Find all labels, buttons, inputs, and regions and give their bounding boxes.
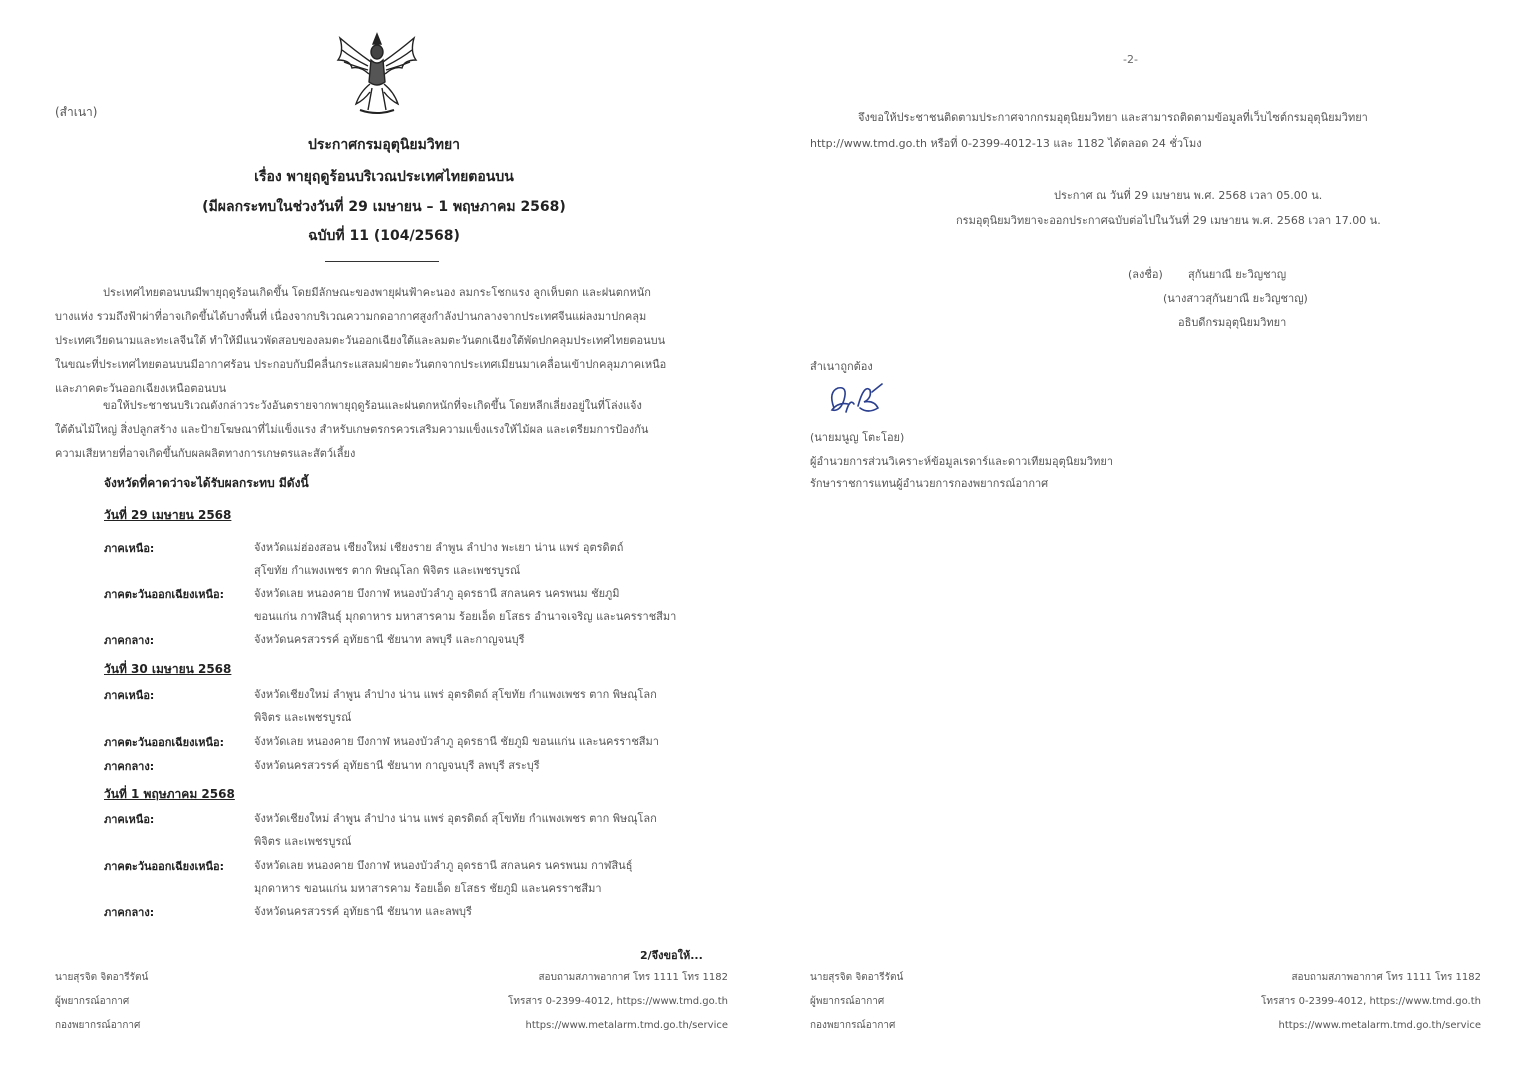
region-label: ภาคเหนือ:: [104, 689, 155, 702]
province-line: จังหวัดเลย หนองคาย บึงกาฬ หนองบัวลำภู อุดรธานี สกลนคร นครพนม ชัยภูมิ: [254, 587, 620, 600]
paragraph-line: ขอให้ประชาชนบริเวณดังกล่าวระวังอันตรายจากพายุฤดูร้อนและฝนตกหนักที่จะเกิดขึ้น โดยหลีกเลี่ยงอยู่ในที่โล่งแจ้ง: [103, 399, 642, 412]
province-line: จังหวัดเชียงใหม่ ลำพูน ลำปาง น่าน แพร่ อุตรดิตถ์ สุโขทัย กำแพงเพชร ตาก พิษณุโลก: [254, 688, 657, 701]
province-line: พิจิตร และเพชรบูรณ์: [254, 835, 352, 848]
region-label: ภาคเหนือ:: [104, 813, 155, 826]
paragraph-line: http://www.tmd.go.th หรือที่ 0-2399-4012-13 และ 1182 ได้ตลอด 24 ชั่วโมง: [810, 137, 1202, 150]
region-provinces: [254, 730, 659, 753]
footer-contact: [508, 966, 728, 1038]
region-provinces: [254, 754, 540, 777]
footer-line: โทรสาร 0-2399-4012, https://www.tmd.go.th: [508, 996, 728, 1007]
announcement-number: ฉบับที่ 11 (104/2568): [308, 228, 460, 244]
region-provinces: [254, 900, 472, 923]
footer-forecaster: [55, 966, 148, 1038]
region-provinces: [254, 536, 623, 582]
footer-forecaster: [810, 966, 903, 1038]
province-line: สุโขทัย กำแพงเพชร ตาก พิษณุโลก พิจิตร และเพชรบูรณ์: [254, 564, 521, 577]
heading-divider: [325, 261, 439, 262]
province-line: มุกดาหาร ขอนแก่น มหาสารคาม ร้อยเอ็ด ยโสธร ชัยภูมิ และนครราชสีมา: [254, 882, 602, 895]
region-label: ภาคกลาง:: [104, 906, 155, 919]
paragraph-line: และภาคตะวันออกเฉียงเหนือตอนบน: [55, 382, 227, 395]
footer-line: สอบถามสภาพอากาศ โทร 1111 โทร 1182: [1291, 972, 1481, 983]
handwritten-signature-icon: [824, 378, 890, 422]
region-provinces: [254, 683, 657, 729]
footer-line: ผู้พยากรณ์อากาศ: [55, 996, 130, 1007]
next-announcement: กรมอุตุนิยมวิทยาจะออกประกาศฉบับต่อไปในวันที่ 29 เมษายน พ.ศ. 2568 เวลา 17.00 น.: [956, 214, 1381, 227]
paragraph-line: ใต้ต้นไม้ใหญ่ สิ่งปลูกสร้าง และป้ายโฆษณาที่ไม่แข็งแรง สำหรับเกษตรกรควรเสริมความแข็งแรงให้ไม้ผล และเตรียมการป้องกัน: [55, 423, 649, 436]
footer-line: กองพยากรณ์อากาศ: [55, 1020, 141, 1031]
region-provinces: [254, 628, 524, 651]
region-label: ภาคตะวันออกเฉียงเหนือ:: [104, 860, 225, 873]
announcement-period: (มีผลกระทบในช่วงวันที่ 29 เมษายน – 1 พฤษภาคม 2568): [202, 199, 566, 215]
province-line: พิจิตร และเพชรบูรณ์: [254, 711, 352, 724]
province-line: จังหวัดเลย หนองคาย บึงกาฬ หนองบัวลำภู อุดรธานี ชัยภูมิ ขอนแก่น และนครราชสีมา: [254, 735, 659, 748]
province-line: จังหวัดนครสวรรค์ อุทัยธานี ชัยนาท ลพบุรี และกาญจนบุรี: [254, 633, 525, 646]
region-label: ภาคตะวันออกเฉียงเหนือ:: [104, 588, 225, 601]
page-2: [768, 0, 1536, 1075]
certifier-acting-position: รักษาราชการแทนผู้อำนวยการกองพยากรณ์อากาศ: [810, 477, 1049, 490]
signer-full-name: (นางสาวสุกันยาณี ยะวิญชาญ): [1163, 292, 1308, 305]
province-line: ขอนแก่น กาฬสินธุ์ มุกดาหาร มหาสารคาม ร้อยเอ็ด ยโสธร อำนาจเจริญ และนครราชสีมา: [254, 610, 677, 623]
date-heading: วันที่ 30 เมษายน 2568: [104, 662, 232, 676]
signed-label: (ลงชื่อ): [1128, 268, 1163, 281]
province-line: จังหวัดนครสวรรค์ อุทัยธานี ชัยนาท และลพบุรี: [254, 905, 472, 918]
footer-line: โทรสาร 0-2399-4012, https://www.tmd.go.th: [1261, 996, 1481, 1007]
region-label: ภาคกลาง:: [104, 634, 155, 647]
paragraph-line: ประเทศเวียดนามและทะเลจีนใต้ ทำให้มีแนวพัดสอบของลมตะวันออกเฉียงใต้และลมตะวันตกเฉียงใต้พัดปกคลุมประเทศไทยตอนบน: [55, 334, 666, 347]
announcement-title: ประกาศกรมอุตุนิยมวิทยา: [307, 137, 461, 153]
signed-name: สุกันยาณี ยะวิญชาญ: [1188, 268, 1287, 281]
paragraph-situation: [55, 281, 705, 401]
garuda-emblem-icon: [332, 30, 422, 118]
copy-mark: (สำเนา): [55, 105, 98, 119]
region-label: ภาคเหนือ:: [104, 542, 155, 555]
announcement-subject: เรื่อง พายุฤดูร้อนบริเวณประเทศไทยตอนบน: [254, 169, 514, 185]
certifier-position: ผู้อำนวยการส่วนวิเคราะห์ข้อมูลเรดาร์และดาวเทียมอุตุนิยมวิทยา: [810, 455, 1114, 468]
page-number: -2-: [1123, 53, 1138, 66]
footer-line: นายสุรจิต จิตอารีรัตน์: [810, 972, 904, 983]
region-provinces: [254, 582, 676, 628]
province-line: จังหวัดแม่ฮ่องสอน เชียงใหม่ เชียงราย ลำพูน ลำปาง พะเยา น่าน แพร่ อุตรดิตถ์: [254, 541, 624, 554]
region-provinces: [254, 854, 632, 900]
paragraph-line: ความเสียหายที่อาจเกิดขึ้นกับผลผลิตทางการเกษตรและสัตว์เลี้ยง: [55, 447, 356, 460]
province-line: จังหวัดเลย หนองคาย บึงกาฬ หนองบัวลำภู อุดรธานี สกลนคร นครพนม กาฬสินธุ์: [254, 859, 633, 872]
continuation-note: 2/จึงขอให้...: [640, 949, 703, 962]
footer-contact: [1261, 966, 1481, 1038]
footer-line: นายสุรจิต จิตอารีรัตน์: [55, 972, 149, 983]
region-provinces: [254, 807, 657, 853]
footer-line: กองพยากรณ์อากาศ: [810, 1020, 896, 1031]
footer-line: ผู้พยากรณ์อากาศ: [810, 996, 885, 1007]
paragraph-line: บางแห่ง รวมถึงฟ้าผ่าที่อาจเกิดขึ้นได้บางพื้นที่ เนื่องจากบริเวณความกดอากาศสูงกำลังปานกลางจากประเทศจีนแผ่ลงมาปกคลุม: [55, 310, 647, 323]
certifier-name: (นายมนูญ โตะโอย): [810, 431, 905, 444]
province-line: จังหวัดเชียงใหม่ ลำพูน ลำปาง น่าน แพร่ อุตรดิตถ์ สุโขทัย กำแพงเพชร ตาก พิษณุโลก: [254, 812, 657, 825]
region-label: ภาคตะวันออกเฉียงเหนือ:: [104, 736, 225, 749]
date-heading: วันที่ 1 พฤษภาคม 2568: [104, 787, 235, 801]
announced-at: ประกาศ ณ วันที่ 29 เมษายน พ.ศ. 2568 เวลา 05.00 น.: [1054, 189, 1323, 202]
paragraph-follow-up: [810, 105, 1368, 157]
paragraph-advice: [55, 394, 705, 466]
affected-provinces-heading: จังหวัดที่คาดว่าจะได้รับผลกระทบ มีดังนี้: [104, 476, 309, 490]
signer-position: อธิบดีกรมอุตุนิยมวิทยา: [1178, 316, 1287, 329]
footer-line: https://www.metalarm.tmd.go.th/service: [525, 1020, 728, 1031]
region-label: ภาคกลาง:: [104, 760, 155, 773]
province-line: จังหวัดนครสวรรค์ อุทัยธานี ชัยนาท กาญจนบุรี ลพบุรี สระบุรี: [254, 759, 540, 772]
certified-copy-label: สำเนาถูกต้อง: [810, 360, 873, 373]
footer-line: สอบถามสภาพอากาศ โทร 1111 โทร 1182: [538, 972, 728, 983]
date-heading: วันที่ 29 เมษายน 2568: [104, 508, 232, 522]
footer-line: https://www.metalarm.tmd.go.th/service: [1278, 1020, 1481, 1031]
paragraph-line: จึงขอให้ประชาชนติดตามประกาศจากกรมอุตุนิยมวิทยา และสามารถติดตามข้อมูลที่เว็บไซต์กรมอุตุนิยมวิทยา: [858, 111, 1368, 124]
paragraph-line: ประเทศไทยตอนบนมีพายุฤดูร้อนเกิดขึ้น โดยมีลักษณะของพายุฝนฟ้าคะนอง ลมกระโชกแรง ลูกเห็บตก และฝนตกหนัก: [103, 286, 651, 299]
paragraph-line: ในขณะที่ประเทศไทยตอนบนมีอากาศร้อน ประกอบกับมีคลื่นกระแสลมฝ่ายตะวันตกจากประเทศเมียนมาเคลื่อนเข้าปกคลุมภาคเหนือ: [55, 358, 667, 371]
